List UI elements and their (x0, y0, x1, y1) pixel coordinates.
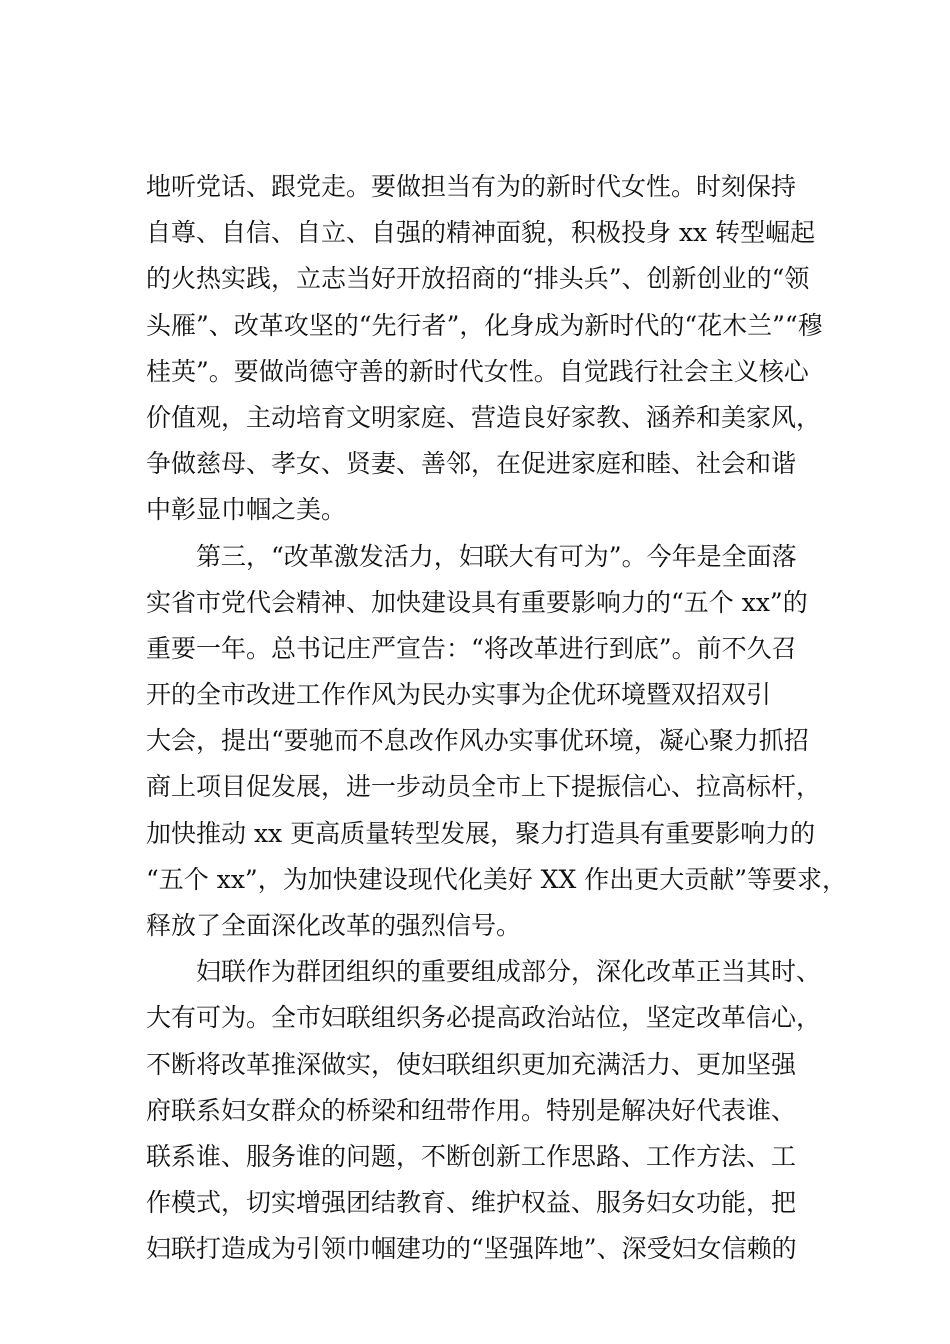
text-line: 地听党话、跟党走。要做担当有为的新时代女性。时刻保持 (146, 172, 797, 201)
text-line: 争做慈母、孝女、贤妻、善邻，在促进家庭和睦、社会和谐 (146, 449, 797, 479)
text-line: 重要一年。总书记庄严宣告：“将改革进行到底”。前不久召 (146, 633, 797, 663)
text-line: 自尊、自信、自立、自强的精神面貌，积极投身 xx 转型崛起 (146, 218, 816, 248)
text-line: 不断将改革推深做实，使妇联组织更加充满活力、更加坚强 (146, 1049, 797, 1079)
text-line: 大会，提出“要驰而不息改作风办实事优环境，凝心聚力抓招 (146, 726, 809, 756)
text-line: 价值观，主动培育文明家庭、营造良好家教、涵养和美家风， (146, 402, 822, 432)
text-line: 大有可为。全市妇联组织务必提高政治站位，坚定改革信心， (146, 1003, 822, 1033)
text-line: 加快推动 xx 更高质量转型发展，聚力打造具有重要影响力的 (146, 818, 816, 848)
paragraph-start-line: 第三，“改革激发活力，妇联大有可为”。今年是全面落 (196, 541, 797, 571)
paragraph-start-line: 妇联作为群团组织的重要组成部分，深化改革正当其时、 (196, 957, 822, 987)
text-line: 释放了全面深化改革的强烈信号。 (146, 911, 522, 940)
text-line: 府联系妇女群众的桥梁和纽带作用。特别是解决好代表谁、 (146, 1095, 797, 1125)
text-line: 妇联打造成为引领巾帼建功的“坚强阵地”、深受妇女信赖的 (146, 1234, 797, 1264)
text-line: 联系谁、服务谁的问题，不断创新工作思路、工作方法、工 (146, 1141, 797, 1171)
text-line: 开的全市改进工作作风为民办实事为企优环境暨双招双引 (146, 680, 772, 710)
text-line: 商上项目促发展，进一步动员全市上下提振信心、拉高标杆， (146, 772, 822, 802)
text-line: “五个 xx”，为加快建设现代化美好 XX 作出更大贡献”等要求， (146, 864, 847, 894)
text-line: 桂英”。要做尚德守善的新时代女性。自觉践行社会主义核心 (146, 356, 809, 386)
text-line: 的火热实践，立志当好开放招商的“排头兵”、创新创业的“领 (146, 264, 810, 294)
text-line: 中彰显巾帼之美。 (146, 495, 347, 525)
body-text (146, 164, 846, 1273)
text-line: 头雁”、改革攻坚的“先行者”，化身成为新时代的“花木兰”“穆 (146, 310, 823, 340)
text-line: 作模式，切实增强团结教育、维护权益、服务妇女功能，把 (146, 1188, 797, 1218)
text-line: 实省市党代会精神、加快建设具有重要影响力的“五个 xx”的 (146, 587, 808, 617)
